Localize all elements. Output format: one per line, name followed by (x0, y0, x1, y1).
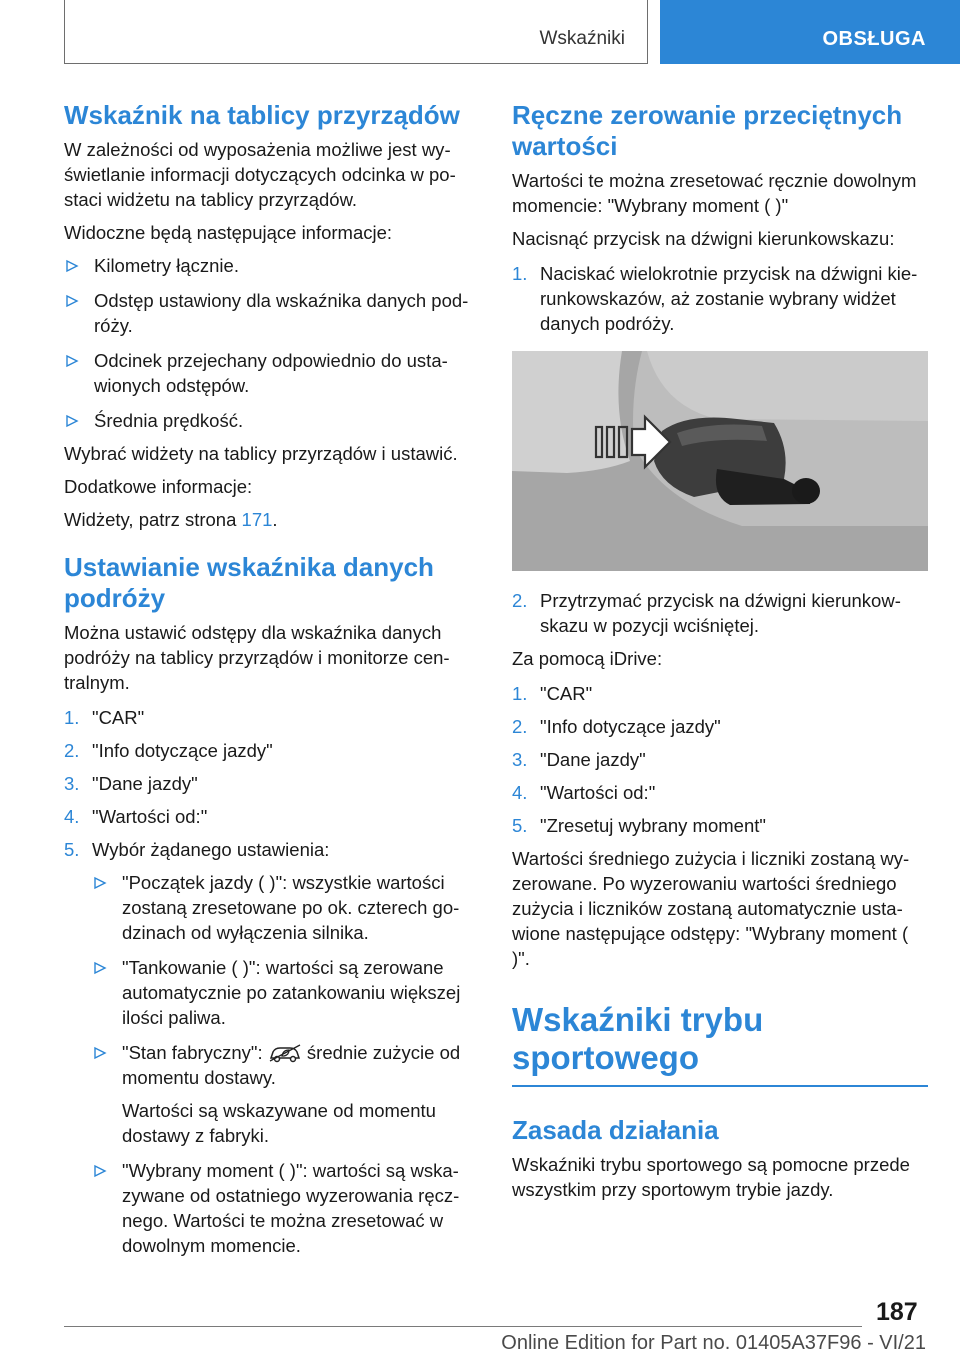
list-item (64, 705, 484, 730)
heading-manual-reset: Ręczne zerowanie przeciętnych wartości (512, 100, 903, 161)
paragraph: Widoczne będą następujące informacje: (64, 222, 393, 243)
heading-divider (512, 1085, 928, 1087)
step-text: "Dane jazdy" (540, 749, 646, 770)
step-number: 4. (64, 806, 80, 827)
paragraph: Dodatkowe informacje: (64, 476, 253, 497)
list-item (64, 288, 484, 338)
step-number: 2. (512, 716, 528, 737)
step-number: 3. (512, 749, 528, 770)
step-text: "Wartości od:" (92, 806, 208, 827)
step-number: 1. (512, 683, 528, 704)
triangle-bullet-icon (64, 253, 80, 277)
step-text: "Info dotyczące jazdy" (92, 740, 273, 761)
list-item (512, 261, 928, 336)
list-item-text: Odcinek przejechany odpowiednio do ustawionych odstępów. (94, 350, 448, 396)
step-number: 1. (512, 263, 528, 284)
chapter-heading-sport-displays: Wskaźniki trybu sportowego (512, 1001, 764, 1076)
step-number: 5. (512, 815, 528, 836)
list-item (64, 408, 484, 433)
turn-signal-lever-illustration (512, 351, 928, 571)
list-item-text: "Tankowanie ( )": wartości są zerowane automatycznie po zatankowaniu większej ilości paliwa. (122, 957, 461, 1028)
page-number: 187 (876, 1298, 918, 1326)
list-item (512, 714, 928, 739)
step-text: "CAR" (92, 707, 145, 728)
step-number: 2. (64, 740, 80, 761)
paragraph: W zależności od wyposażenia możliwe jest wyświetlanie informacji dotyczących odcinka w postaci widżetu na tablicy przyrządów. (64, 139, 456, 210)
list-item (92, 1158, 484, 1258)
cross-reference (64, 507, 484, 532)
step-text: "CAR" (540, 683, 593, 704)
step-text: "Dane jazdy" (92, 773, 198, 794)
triangle-bullet-icon (64, 408, 80, 432)
triangle-bullet-icon (64, 288, 80, 312)
paragraph: Wartości te można zresetować ręcznie dowolnym momencie: "Wybrany moment ( )" (512, 170, 917, 216)
list-item (64, 771, 484, 796)
step-number: 5. (64, 839, 80, 860)
paragraph: Nacisnąć przycisk na dźwigni kierunkowskazu: (512, 228, 895, 249)
heading-principle: Zasada działania (512, 1114, 719, 1145)
list-item-text: "Stan fabryczny": (122, 1042, 263, 1063)
list-item (64, 804, 484, 829)
list-item (512, 747, 928, 772)
numbered-list (512, 681, 928, 838)
footer-divider (64, 1326, 862, 1327)
ref-prefix: Widżety, patrz strona (64, 509, 242, 530)
edition-info: Online Edition for Part no. 01405A37F96 - VI/21 (501, 1332, 926, 1354)
header-box (64, 0, 648, 64)
list-item-text: "Wybrany moment ( )": wartości są wskazywane od ostatniego wyzerowania ręcznego. Wartości te można zresetować w dowolnym momencie. (122, 1160, 460, 1256)
step-text: "Wartości od:" (540, 782, 656, 803)
step-text: Przytrzymać przycisk na dźwigni kierunkowskazu w pozycji wciśniętej. (540, 590, 901, 636)
paragraph: Można ustawić odstępy dla wskaźnika danych podróży na tablicy przyrządów i monitorze centralnym. (64, 622, 450, 693)
paragraph: Za pomocą iDrive: (512, 648, 663, 669)
step-text: "Info dotyczące jazdy" (540, 716, 721, 737)
list-item-note: Wartości są wskazywane od momentu dostawy z fabryki. (122, 1100, 436, 1146)
car-leaf-icon (268, 1043, 302, 1063)
right-column (512, 100, 928, 1202)
triangle-bullet-icon (64, 348, 80, 372)
heading-trip-data-settings: Ustawianie wskaźnika danych podróży (64, 552, 434, 613)
list-item-text: "Początek jazdy ( )": wszystkie wartości zostaną zresetowane po ok. czterech godzinach od wyłączenia silnika. (122, 872, 460, 943)
list-item-text: średnie zużycie od momentu dostawy. (122, 1042, 461, 1088)
triangle-bullet-icon (92, 1158, 108, 1182)
list-item-text: Odstęp ustawiony dla wskaźnika danych podróży. (94, 290, 469, 336)
paragraph: Wskaźniki trybu sportowego są pomocne przede wszystkim przy sportowym trybie jazdy. (512, 1153, 910, 1200)
list-item (512, 681, 928, 706)
triangle-bullet-icon (92, 955, 108, 979)
list-item (92, 1040, 484, 1148)
triangle-bullet-icon (92, 1040, 108, 1064)
chapter-tab-label: OBSŁUGA (822, 28, 926, 50)
numbered-list (64, 705, 484, 862)
step-text: "Zresetuj wybrany moment" (540, 815, 766, 836)
heading-instrument-cluster-display: Wskaźnik na tablicy przyrządów (64, 100, 460, 130)
list-item (512, 780, 928, 805)
step-number: 2. (512, 590, 528, 611)
step-number: 1. (64, 707, 80, 728)
page-link[interactable]: 171 (241, 509, 273, 530)
paragraph: Wartości średniego zużycia i liczniki zostaną wyzerowane. Po wyzerowaniu wartości średniego zużycia i liczników zostaną automatycznie ustawione następujące odstępy: "Wybrany moment ( )". (512, 848, 910, 969)
step-number: 3. (64, 773, 80, 794)
chapter-tab[interactable] (660, 0, 960, 64)
list-item-text: Średnia prędkość. (94, 410, 244, 431)
bullet-list (64, 253, 484, 433)
list-item (64, 253, 484, 278)
ref-suffix: . (272, 509, 278, 530)
list-item (64, 738, 484, 763)
step-number: 4. (512, 782, 528, 803)
list-item (64, 348, 484, 398)
list-item (512, 813, 928, 838)
list-item (92, 955, 484, 1030)
list-item (92, 870, 484, 945)
nested-bullet-list (92, 870, 484, 1258)
section-title: Wskaźniki (539, 28, 625, 49)
list-item-text: Kilometry łącznie. (94, 255, 239, 276)
paragraph: Wybrać widżety na tablicy przyrządów i ustawić. (64, 443, 458, 464)
list-item (64, 837, 484, 862)
step-text: Naciskać wielokrotnie przycisk na dźwigni kierunkowskazów, aż zostanie wybrany widżet danych podróży. (540, 263, 918, 334)
left-column (64, 100, 484, 1258)
triangle-bullet-icon (92, 870, 108, 894)
list-item (512, 588, 928, 638)
step-text: Wybór żądanego ustawienia: (92, 839, 330, 860)
